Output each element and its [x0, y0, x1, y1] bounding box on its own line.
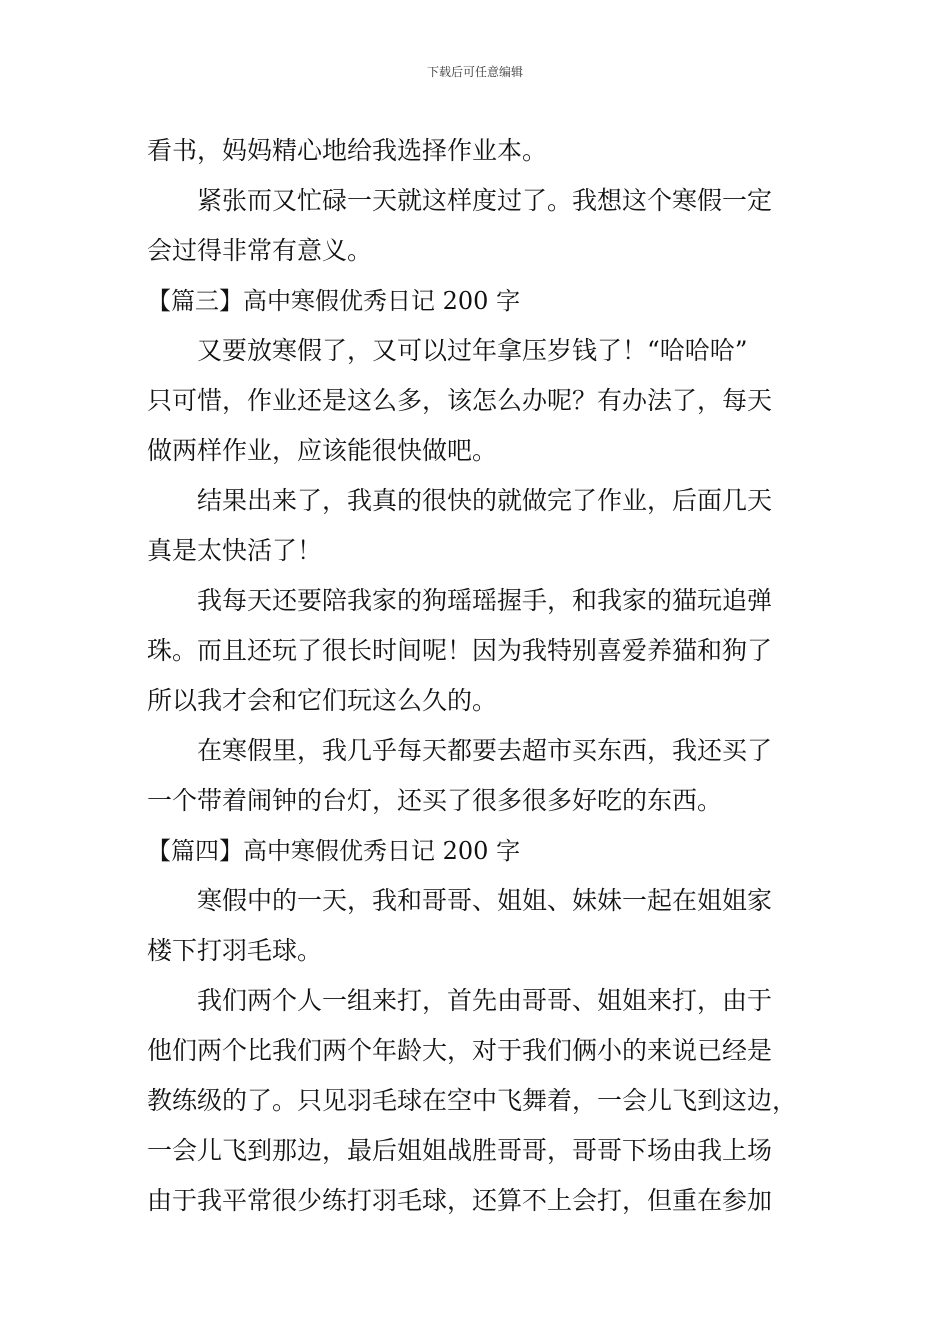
page-header: 下载后可任意编辑 — [426, 65, 523, 79]
text-line: 会过得非常有意义。 — [147, 236, 373, 265]
text-line: 只可惜，作业还是这么多，该怎么办呢？有办法了，每天 — [147, 386, 773, 415]
section-heading: 【篇三】高中寒假优秀日记 200 字 — [147, 287, 521, 315]
text-line: 寒假中的一天，我和哥哥、姐姐、妹妹一起在姐姐家 — [197, 886, 773, 915]
text-line: 做两样作业，应该能很快做吧。 — [147, 436, 498, 465]
text-line: 在寒假里，我几乎每天都要去超市买东西，我还买了 — [197, 736, 773, 765]
text-line: 珠。而且还玩了很长时间呢！因为我特别喜爱养猫和狗了 — [147, 636, 773, 665]
text-line: 一个带着闹钟的台灯，还买了很多很多好吃的东西。 — [147, 786, 723, 815]
text-line: 紧张而又忙碌一天就这样度过了。我想这个寒假一定 — [197, 186, 773, 215]
text-line: 真是太快活了！ — [147, 536, 323, 565]
section-heading: 【篇四】高中寒假优秀日记 200 字 — [147, 837, 521, 865]
text-line: 一会儿飞到那边，最后姐姐战胜哥哥，哥哥下场由我上场 — [147, 1136, 773, 1165]
text-line: 所以我才会和它们玩这么久的。 — [147, 686, 498, 715]
text-line: 他们两个比我们两个年龄大，对于我们俩小的来说已经是 — [147, 1036, 773, 1065]
text-line: 又要放寒假了，又可以过年拿压岁钱了！“哈哈哈” — [197, 336, 748, 365]
text-line: 我每天还要陪我家的狗瑶瑶握手，和我家的猫玩追弹 — [197, 586, 773, 615]
document-body — [147, 126, 807, 1226]
text-line: 看书，妈妈精心地给我选择作业本。 — [147, 136, 548, 165]
text-line: 由于我平常很少练打羽毛球，还算不上会打，但重在参加 — [147, 1186, 773, 1215]
text-line: 结果出来了，我真的很快的就做完了作业，后面几天 — [197, 486, 773, 515]
text-line: 我们两个人一组来打，首先由哥哥、姐姐来打，由于 — [197, 986, 773, 1015]
text-line: 教练级的了。只见羽毛球在空中飞舞着，一会儿飞到这边， — [147, 1086, 798, 1115]
text-line: 楼下打羽毛球。 — [147, 936, 323, 965]
